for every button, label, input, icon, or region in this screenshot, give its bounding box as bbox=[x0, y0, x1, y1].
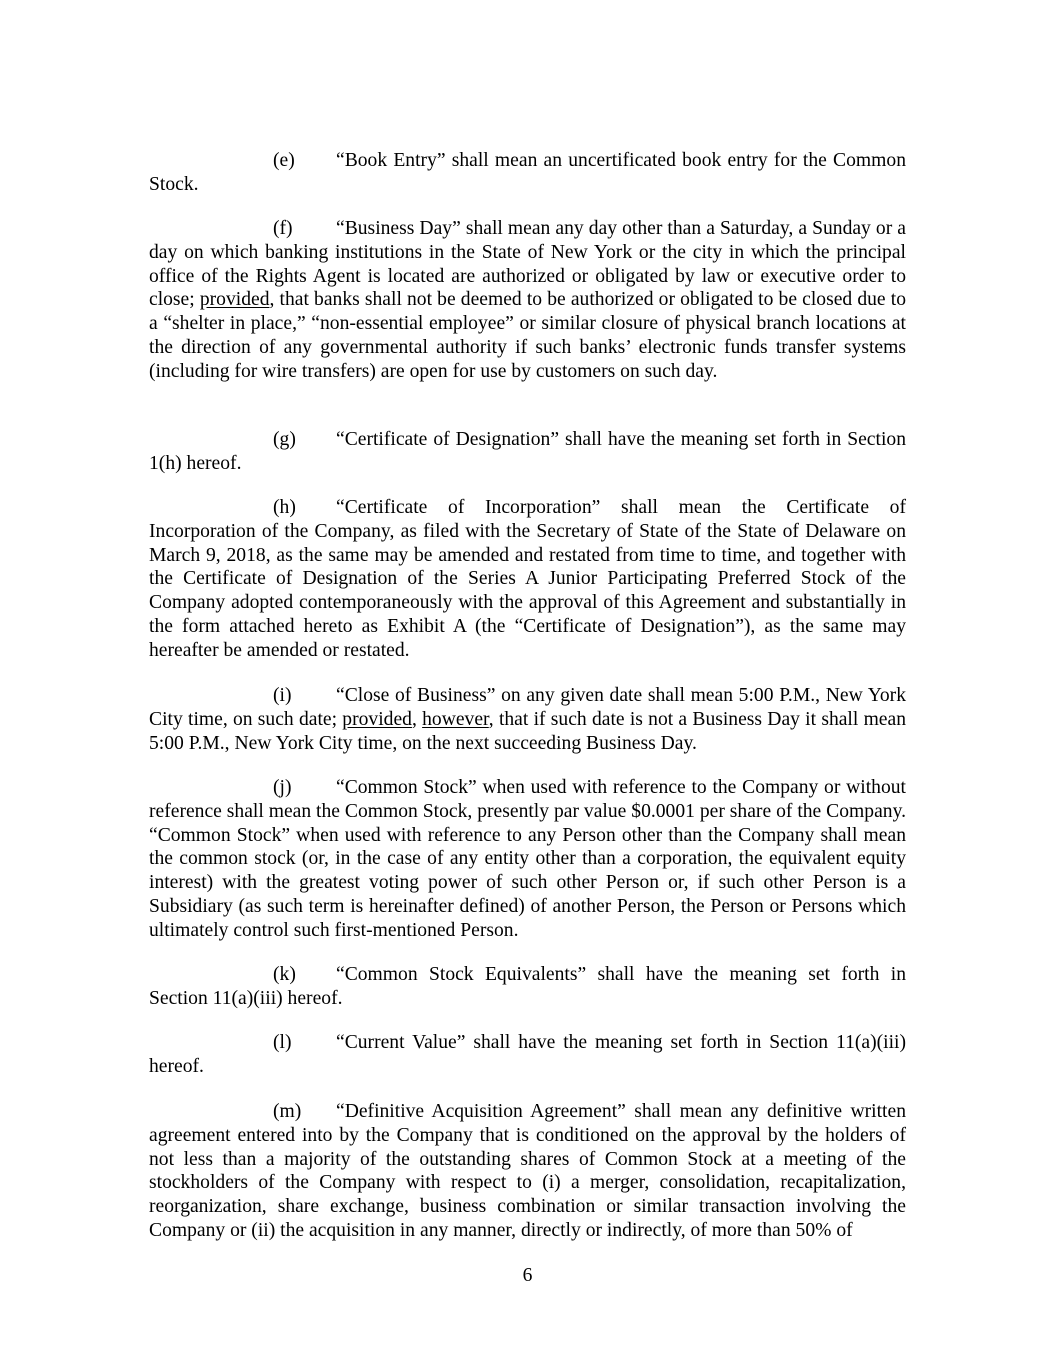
paragraph-text: “Book Entry” shall mean an uncertificated book entry for the Common Stock. bbox=[149, 150, 906, 195]
paragraph-text: , that banks shall not be deemed to be authorized or obligated to be closed due to a “shelter in place,” “non-essential employee” or similar closure of physical branch locations at the direction of any governmental authority if such banks’ electronic funds transfer systems (including for wire transfers) are open for use by customers on such day. bbox=[149, 289, 906, 382]
definition-paragraph-h bbox=[149, 496, 906, 663]
page-number: 6 bbox=[522, 1265, 533, 1286]
paragraph-label: (l) bbox=[273, 1032, 292, 1053]
definition-paragraph-k bbox=[149, 963, 906, 1011]
paragraph-text: , bbox=[411, 708, 423, 730]
definition-paragraph-i bbox=[149, 684, 906, 755]
paragraph-label: (i) bbox=[273, 685, 292, 706]
underlined-term: provided bbox=[342, 708, 412, 730]
paragraph-label: (k) bbox=[273, 964, 296, 985]
underlined-term: provided bbox=[199, 289, 270, 311]
paragraph-label: (m) bbox=[273, 1101, 302, 1122]
definition-paragraph-g bbox=[149, 428, 906, 476]
paragraph-label: (g) bbox=[273, 429, 296, 450]
paragraph-text: “Definitive Acquisition Agreement” shall mean any definitive written agreement entered into by the Company that is conditioned on the approval by the holders of not less than a majority of the outstanding shares of Common Stock at a meeting of the stockholders of the Company with respect to (i) a merger, consolidation, recapitalization, reorganization, share exchange, business combination or similar transaction involving the Company or (ii) the acquisition in any manner, directly or indirectly, of more than 50% of bbox=[149, 1101, 906, 1241]
definition-paragraph-j bbox=[149, 776, 906, 943]
paragraph-text: “Common Stock” when used with reference to the Company or without reference shall mean the Common Stock, presently par value $0.0001 per share of the Company. “Common Stock” when used with reference to any Person other than the Company shall mean the common stock (or, in the case of any entity other than a corporation, the equivalent equity interest) with the greatest voting power of such other Person or, if such other Person is a Subsidiary (as such term is hereinafter defined) of another Person, the Person or Persons which ultimately control such first-mentioned Person. bbox=[149, 777, 906, 941]
definition-paragraph-m bbox=[149, 1100, 906, 1243]
paragraph-text: “Certificate of Incorporation” shall mean the Certificate of Incorporation of the Company, as filed with the Secretary of State of the State of Delaware on March 9, 2018, as the same may be amended and restated from time to time, and together with the Certificate of Designation of the Series A Junior Participating Preferred Stock of the Company adopted contemporaneously with the approval of this Agreement and substantially in the form attached hereto as Exhibit A (the “Certificate of Designation”), as the same may hereafter be amended or restated. bbox=[149, 497, 906, 661]
paragraph-label: (f) bbox=[273, 218, 293, 239]
definition-paragraph-l bbox=[149, 1031, 906, 1079]
paragraph-text: “Current Value” shall have the meaning set forth in Section 11(a)(iii) hereof. bbox=[149, 1032, 906, 1077]
paragraph-text: , that if such date is not a Business Day it shall mean 5:00 P.M., New York City time, on the next succeeding Business Day. bbox=[149, 708, 907, 754]
paragraph-label: (e) bbox=[273, 150, 295, 171]
paragraph-text: “Business Day” shall mean any day other than a Saturday, a Sunday or a day on which banking institutions in the State of New York or the city in which the principal office of the Rights Agent is located are authorized or obligated by law or executive order to close; bbox=[149, 218, 906, 311]
definition-paragraph-f bbox=[149, 217, 906, 384]
paragraph-text: “Certificate of Designation” shall have the meaning set forth in Section 1(h) hereof. bbox=[149, 429, 906, 474]
underlined-term: however bbox=[422, 708, 489, 730]
paragraph-text: “Close of Business” on any given date shall mean 5:00 P.M., New York City time, on such date; bbox=[149, 685, 906, 730]
definition-paragraph-e bbox=[149, 149, 906, 197]
paragraph-label: (j) bbox=[273, 777, 292, 798]
paragraph-label: (h) bbox=[273, 497, 296, 518]
paragraph-text: “Common Stock Equivalents” shall have the meaning set forth in Section 11(a)(iii) hereof. bbox=[149, 964, 906, 1009]
